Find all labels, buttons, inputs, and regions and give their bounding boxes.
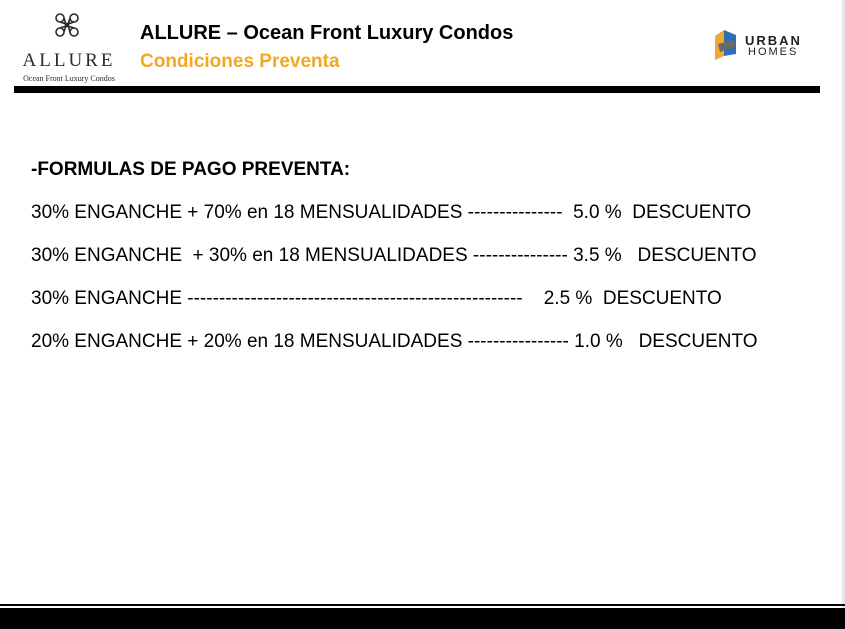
urban-homes-logo <box>712 26 812 66</box>
page-title: ALLURE – Ocean Front Luxury Condos <box>140 22 514 44</box>
payment-option-row <box>31 327 811 357</box>
payment-terms <box>31 155 811 370</box>
payment-option-row <box>31 241 811 271</box>
allure-tagline: Ocean Front Luxury Condos <box>23 74 115 83</box>
urban-homes-mark-icon <box>712 26 740 62</box>
homes-word: HOMES <box>748 46 799 58</box>
payment-option-text: 20% ENGANCHE + 20% en 18 MENSUALIDADES ---------------- 1.0 % DESCUENTO <box>31 331 758 352</box>
section-heading: -FORMULAS DE PAGO PREVENTA: <box>31 159 351 180</box>
payment-option-row <box>31 198 811 228</box>
header-divider <box>14 86 820 93</box>
allure-wordmark: ALLURE <box>22 50 116 71</box>
payment-option-row <box>31 284 811 314</box>
urban-word: URBAN <box>745 33 802 48</box>
footer-divider <box>0 604 845 606</box>
floral-emblem-icon <box>52 10 82 40</box>
payment-option-text: 30% ENGANCHE + 70% en 18 MENSUALIDADES --------------- 5.0 % DESCUENTO <box>31 202 752 223</box>
footer-bar <box>0 608 845 629</box>
page-subtitle: Condiciones Preventa <box>140 51 340 72</box>
allure-logo <box>14 10 124 90</box>
payment-option-text: 30% ENGANCHE ----------------------------------------------------- 2.5 % DESCUENTO <box>31 288 722 309</box>
payment-option-text: 30% ENGANCHE + 30% en 18 MENSUALIDADES --------------- 3.5 % DESCUENTO <box>31 245 757 266</box>
